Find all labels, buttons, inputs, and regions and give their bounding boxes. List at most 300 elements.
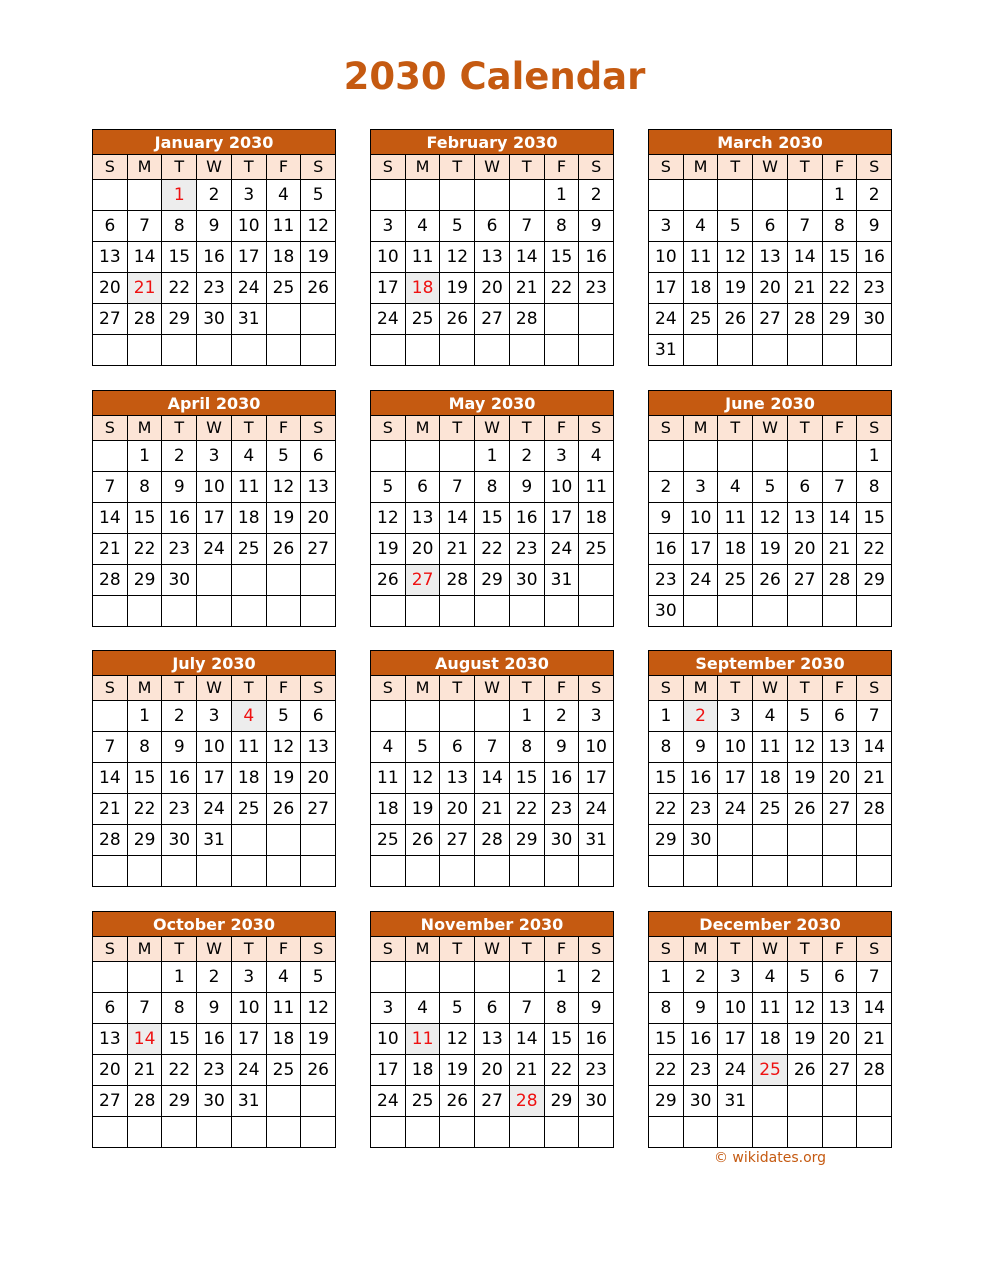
day-cell: 7 bbox=[128, 211, 163, 241]
day-cell: 21 bbox=[510, 273, 545, 303]
day-cell: 22 bbox=[162, 1055, 197, 1085]
day-cell: 21 bbox=[510, 1055, 545, 1085]
week-row bbox=[649, 534, 891, 565]
week-row bbox=[371, 503, 613, 534]
day-cell: 26 bbox=[307, 1060, 329, 1080]
day-cell: 19 bbox=[307, 247, 329, 267]
day-cell: 10 bbox=[585, 737, 607, 757]
month-title: September 2030 bbox=[649, 651, 891, 676]
day-cell bbox=[788, 335, 823, 365]
day-cell bbox=[649, 1117, 684, 1147]
day-cell: 18 bbox=[406, 1055, 441, 1085]
day-cell: 17 bbox=[197, 503, 232, 533]
day-cell: 10 bbox=[232, 993, 267, 1023]
day-cell: 13 bbox=[823, 732, 858, 762]
day-cell: 27 bbox=[93, 304, 128, 334]
day-cell: 6 bbox=[440, 732, 475, 762]
day-cell: 17 bbox=[684, 534, 719, 564]
day-cell bbox=[197, 335, 232, 365]
day-cell: 19 bbox=[753, 534, 788, 564]
day-cell: 13 bbox=[406, 503, 441, 533]
day-cell bbox=[232, 596, 267, 626]
day-cell: 19 bbox=[788, 1024, 823, 1054]
day-cell: 20 bbox=[823, 1024, 858, 1054]
day-cell: 9 bbox=[197, 993, 232, 1023]
day-cell bbox=[823, 596, 858, 626]
day-cell: 23 bbox=[545, 794, 580, 824]
day-cell: 10 bbox=[197, 472, 232, 502]
day-cell bbox=[267, 1086, 302, 1116]
day-cell: 2 bbox=[510, 441, 545, 471]
day-cell: 14 bbox=[440, 503, 475, 533]
day-cell: 19 bbox=[267, 503, 302, 533]
weekday-label: W bbox=[197, 676, 232, 700]
day-cell: 17 bbox=[197, 763, 232, 793]
day-cell bbox=[545, 304, 580, 334]
day-cell bbox=[301, 856, 335, 886]
day-cell bbox=[684, 1117, 719, 1147]
day-cell bbox=[371, 335, 406, 365]
weekday-label: T bbox=[718, 937, 753, 961]
day-cell bbox=[232, 825, 267, 855]
day-cell: 20 bbox=[788, 534, 823, 564]
day-cell: 23 bbox=[197, 1055, 232, 1085]
day-cell bbox=[684, 596, 719, 626]
day-cell: 6 bbox=[753, 211, 788, 241]
day-cell: 24 bbox=[371, 1086, 406, 1116]
day-cell: 14 bbox=[788, 242, 823, 272]
week-row bbox=[93, 242, 335, 273]
day-cell: 6 bbox=[475, 211, 510, 241]
month-block bbox=[370, 129, 614, 366]
day-cell: 14 bbox=[93, 503, 128, 533]
month-block bbox=[648, 911, 892, 1148]
day-cell: 15 bbox=[162, 242, 197, 272]
day-cell bbox=[371, 701, 406, 731]
week-row bbox=[649, 1086, 891, 1117]
holiday-day-cell: 14 bbox=[128, 1024, 163, 1054]
day-cell: 12 bbox=[267, 472, 302, 502]
month-title: February 2030 bbox=[371, 130, 613, 155]
day-cell bbox=[684, 335, 719, 365]
day-cell bbox=[753, 335, 788, 365]
day-cell bbox=[857, 856, 891, 886]
day-cell: 23 bbox=[585, 1060, 607, 1080]
weekday-label: W bbox=[475, 155, 510, 179]
weekday-label: T bbox=[440, 155, 475, 179]
day-cell: 7 bbox=[510, 211, 545, 241]
day-cell bbox=[267, 825, 302, 855]
weekday-label: S bbox=[93, 676, 128, 700]
day-cell: 25 bbox=[232, 794, 267, 824]
day-cell: 28 bbox=[440, 565, 475, 595]
day-cell: 6 bbox=[823, 701, 858, 731]
day-cell bbox=[93, 180, 128, 210]
day-cell bbox=[788, 180, 823, 210]
day-cell: 4 bbox=[267, 180, 302, 210]
day-cell: 2 bbox=[162, 701, 197, 731]
day-cell: 1 bbox=[510, 701, 545, 731]
day-cell: 26 bbox=[788, 1055, 823, 1085]
day-cell: 14 bbox=[93, 763, 128, 793]
day-cell bbox=[718, 856, 753, 886]
week-row bbox=[649, 180, 891, 211]
day-cell: 20 bbox=[307, 508, 329, 528]
day-cell bbox=[649, 856, 684, 886]
day-cell: 12 bbox=[267, 732, 302, 762]
day-cell: 28 bbox=[863, 1060, 885, 1080]
day-cell: 9 bbox=[649, 503, 684, 533]
day-cell: 30 bbox=[684, 825, 719, 855]
day-cell: 28 bbox=[788, 304, 823, 334]
week-row bbox=[93, 1086, 335, 1117]
day-cell bbox=[475, 335, 510, 365]
day-cell bbox=[93, 596, 128, 626]
day-cell: 16 bbox=[510, 503, 545, 533]
day-cell: 15 bbox=[128, 763, 163, 793]
day-cell: 26 bbox=[788, 794, 823, 824]
day-cell: 3 bbox=[371, 211, 406, 241]
day-cell: 17 bbox=[718, 763, 753, 793]
day-cell bbox=[371, 856, 406, 886]
day-cell bbox=[301, 596, 335, 626]
weekday-label: W bbox=[475, 937, 510, 961]
day-cell: 30 bbox=[545, 825, 580, 855]
day-cell bbox=[475, 701, 510, 731]
footer-credit: © wikidates.org bbox=[713, 1150, 827, 1166]
day-cell bbox=[788, 825, 823, 855]
day-cell: 28 bbox=[863, 799, 885, 819]
day-cell bbox=[162, 596, 197, 626]
day-cell: 11 bbox=[232, 472, 267, 502]
day-cell: 25 bbox=[753, 794, 788, 824]
weekday-label: S bbox=[313, 939, 324, 958]
day-cell bbox=[788, 596, 823, 626]
week-row bbox=[649, 1024, 891, 1055]
day-cell: 9 bbox=[684, 732, 719, 762]
day-cell: 28 bbox=[93, 565, 128, 595]
day-cell bbox=[267, 335, 302, 365]
weekday-label: S bbox=[93, 155, 128, 179]
day-cell bbox=[267, 304, 302, 334]
weekday-label: T bbox=[510, 155, 545, 179]
day-cell: 31 bbox=[232, 304, 267, 334]
day-cell: 17 bbox=[232, 242, 267, 272]
day-cell: 20 bbox=[307, 768, 329, 788]
day-cell: 31 bbox=[197, 825, 232, 855]
day-cell bbox=[545, 596, 580, 626]
day-cell: 18 bbox=[232, 763, 267, 793]
weekday-label: W bbox=[475, 416, 510, 440]
day-cell: 2 bbox=[545, 701, 580, 731]
day-cell: 10 bbox=[718, 993, 753, 1023]
weekday-label: M bbox=[128, 416, 163, 440]
holiday-day-cell: 27 bbox=[406, 565, 441, 595]
day-cell: 27 bbox=[475, 304, 510, 334]
month-title: April 2030 bbox=[93, 391, 335, 416]
month-block bbox=[92, 650, 336, 887]
day-cell: 6 bbox=[823, 962, 858, 992]
day-cell: 10 bbox=[545, 472, 580, 502]
day-cell: 9 bbox=[684, 993, 719, 1023]
weekday-label: M bbox=[684, 155, 719, 179]
day-cell: 4 bbox=[406, 211, 441, 241]
day-cell: 15 bbox=[128, 503, 163, 533]
month-title: August 2030 bbox=[371, 651, 613, 676]
day-cell bbox=[232, 1117, 267, 1147]
day-cell: 24 bbox=[197, 794, 232, 824]
weekday-label: T bbox=[718, 676, 753, 700]
day-cell: 4 bbox=[232, 441, 267, 471]
day-cell bbox=[753, 596, 788, 626]
day-cell: 1 bbox=[128, 701, 163, 731]
day-cell: 24 bbox=[585, 799, 607, 819]
day-cell: 17 bbox=[585, 768, 607, 788]
day-cell bbox=[510, 180, 545, 210]
day-cell: 16 bbox=[585, 247, 607, 267]
day-cell: 29 bbox=[649, 825, 684, 855]
day-cell: 20 bbox=[475, 1055, 510, 1085]
weekday-label: M bbox=[406, 676, 441, 700]
day-cell: 31 bbox=[585, 830, 607, 850]
weekday-label: S bbox=[649, 416, 684, 440]
weekday-header-row bbox=[649, 155, 891, 180]
day-cell: 8 bbox=[649, 732, 684, 762]
day-cell: 24 bbox=[371, 304, 406, 334]
week-row bbox=[649, 242, 891, 273]
weekday-label: F bbox=[267, 937, 302, 961]
weekday-header-row bbox=[371, 155, 613, 180]
day-cell: 8 bbox=[162, 993, 197, 1023]
day-cell: 13 bbox=[823, 993, 858, 1023]
day-cell: 28 bbox=[510, 304, 545, 334]
weekday-label: W bbox=[753, 676, 788, 700]
day-cell bbox=[162, 1117, 197, 1147]
day-cell bbox=[371, 596, 406, 626]
day-cell: 22 bbox=[510, 794, 545, 824]
week-row bbox=[371, 794, 613, 825]
day-cell: 25 bbox=[267, 273, 302, 303]
weekday-label: F bbox=[823, 676, 858, 700]
week-row bbox=[649, 856, 891, 886]
day-cell: 18 bbox=[753, 763, 788, 793]
day-cell bbox=[162, 856, 197, 886]
day-cell: 21 bbox=[128, 1055, 163, 1085]
day-cell bbox=[753, 825, 788, 855]
day-cell: 11 bbox=[684, 242, 719, 272]
week-row bbox=[93, 596, 335, 626]
day-cell bbox=[406, 335, 441, 365]
week-row bbox=[371, 1086, 613, 1117]
day-cell: 20 bbox=[93, 273, 128, 303]
day-cell: 19 bbox=[788, 763, 823, 793]
day-cell: 15 bbox=[649, 763, 684, 793]
day-cell: 29 bbox=[510, 825, 545, 855]
weekday-label: S bbox=[371, 155, 406, 179]
weekday-label: S bbox=[371, 676, 406, 700]
weekday-label: T bbox=[162, 937, 197, 961]
day-cell: 3 bbox=[684, 472, 719, 502]
day-cell: 15 bbox=[510, 763, 545, 793]
day-cell: 21 bbox=[863, 1029, 885, 1049]
day-cell: 10 bbox=[649, 242, 684, 272]
day-cell bbox=[440, 335, 475, 365]
day-cell: 30 bbox=[684, 1086, 719, 1116]
weekday-label: T bbox=[232, 937, 267, 961]
month-title: July 2030 bbox=[93, 651, 335, 676]
day-cell: 25 bbox=[371, 825, 406, 855]
day-cell: 31 bbox=[545, 565, 580, 595]
weekday-label: T bbox=[788, 416, 823, 440]
day-cell: 27 bbox=[788, 565, 823, 595]
day-cell: 20 bbox=[753, 273, 788, 303]
day-cell: 7 bbox=[868, 967, 880, 987]
day-cell: 2 bbox=[197, 180, 232, 210]
week-row bbox=[649, 825, 891, 856]
week-row bbox=[649, 763, 891, 794]
weekday-label: M bbox=[128, 676, 163, 700]
day-cell bbox=[718, 335, 753, 365]
weekday-header-row bbox=[93, 155, 335, 180]
day-cell: 12 bbox=[307, 216, 329, 236]
week-row bbox=[649, 472, 891, 503]
day-cell: 2 bbox=[590, 185, 602, 205]
day-cell: 27 bbox=[307, 799, 329, 819]
day-cell: 2 bbox=[590, 967, 602, 987]
weekday-label: T bbox=[788, 937, 823, 961]
day-cell: 12 bbox=[440, 1024, 475, 1054]
month-block bbox=[92, 129, 336, 366]
day-cell: 19 bbox=[440, 1055, 475, 1085]
day-cell bbox=[232, 856, 267, 886]
month-block bbox=[92, 911, 336, 1148]
weekday-label: S bbox=[591, 678, 602, 697]
day-cell: 6 bbox=[93, 211, 128, 241]
day-cell: 13 bbox=[307, 737, 329, 757]
day-cell bbox=[440, 596, 475, 626]
day-cell bbox=[823, 335, 858, 365]
weekday-header-row bbox=[371, 937, 613, 962]
day-cell: 22 bbox=[128, 534, 163, 564]
day-cell bbox=[301, 335, 335, 365]
holiday-day-cell: 28 bbox=[510, 1086, 545, 1116]
day-cell: 15 bbox=[545, 242, 580, 272]
day-cell: 2 bbox=[162, 441, 197, 471]
day-cell bbox=[857, 596, 891, 626]
month-block bbox=[648, 390, 892, 627]
week-row bbox=[649, 794, 891, 825]
week-row bbox=[371, 856, 613, 886]
weekday-label: S bbox=[869, 418, 880, 437]
day-cell bbox=[301, 565, 335, 595]
week-row bbox=[93, 441, 335, 472]
day-cell: 6 bbox=[475, 993, 510, 1023]
day-cell: 5 bbox=[788, 701, 823, 731]
day-cell: 18 bbox=[267, 1024, 302, 1054]
month-block bbox=[370, 911, 614, 1148]
day-cell: 26 bbox=[406, 825, 441, 855]
day-cell: 17 bbox=[371, 273, 406, 303]
week-row bbox=[371, 472, 613, 503]
week-row bbox=[371, 441, 613, 472]
weekday-label: W bbox=[197, 155, 232, 179]
weekday-label: S bbox=[93, 937, 128, 961]
day-cell bbox=[545, 856, 580, 886]
day-cell: 31 bbox=[718, 1086, 753, 1116]
weekday-header-row bbox=[371, 676, 613, 701]
day-cell: 30 bbox=[863, 309, 885, 329]
day-cell: 23 bbox=[585, 278, 607, 298]
week-row bbox=[371, 211, 613, 242]
day-cell: 23 bbox=[510, 534, 545, 564]
weekday-label: M bbox=[128, 155, 163, 179]
day-cell: 22 bbox=[649, 1055, 684, 1085]
weekday-label: F bbox=[267, 155, 302, 179]
month-title: January 2030 bbox=[93, 130, 335, 155]
weekday-label: S bbox=[649, 155, 684, 179]
day-cell: 19 bbox=[307, 1029, 329, 1049]
day-cell: 12 bbox=[788, 993, 823, 1023]
week-row bbox=[371, 273, 613, 304]
day-cell: 8 bbox=[475, 472, 510, 502]
day-cell: 12 bbox=[440, 242, 475, 272]
day-cell: 1 bbox=[128, 441, 163, 471]
day-cell bbox=[232, 565, 267, 595]
day-cell bbox=[128, 856, 163, 886]
day-cell: 9 bbox=[162, 472, 197, 502]
week-row bbox=[93, 993, 335, 1024]
day-cell: 9 bbox=[868, 216, 880, 236]
day-cell: 11 bbox=[753, 993, 788, 1023]
day-cell: 9 bbox=[162, 732, 197, 762]
day-cell bbox=[267, 596, 302, 626]
day-cell bbox=[788, 1117, 823, 1147]
weekday-label: W bbox=[753, 937, 788, 961]
day-cell: 8 bbox=[823, 211, 858, 241]
day-cell: 3 bbox=[197, 441, 232, 471]
weekday-label: T bbox=[788, 676, 823, 700]
weekday-label: S bbox=[371, 937, 406, 961]
day-cell: 24 bbox=[232, 273, 267, 303]
day-cell bbox=[197, 1117, 232, 1147]
day-cell: 4 bbox=[590, 446, 602, 466]
weekday-label: S bbox=[313, 418, 324, 437]
day-cell: 8 bbox=[545, 993, 580, 1023]
day-cell: 27 bbox=[475, 1086, 510, 1116]
day-cell: 4 bbox=[371, 732, 406, 762]
day-cell: 2 bbox=[684, 962, 719, 992]
week-row bbox=[93, 1024, 335, 1055]
day-cell bbox=[545, 335, 580, 365]
day-cell: 28 bbox=[128, 304, 163, 334]
day-cell: 26 bbox=[267, 534, 302, 564]
day-cell: 19 bbox=[267, 763, 302, 793]
week-row bbox=[649, 962, 891, 993]
day-cell: 30 bbox=[197, 1086, 232, 1116]
day-cell bbox=[579, 304, 613, 334]
day-cell: 14 bbox=[128, 242, 163, 272]
week-row bbox=[649, 304, 891, 335]
day-cell bbox=[510, 335, 545, 365]
day-cell bbox=[371, 962, 406, 992]
day-cell: 20 bbox=[475, 273, 510, 303]
week-row bbox=[371, 180, 613, 211]
day-cell: 11 bbox=[267, 993, 302, 1023]
day-cell: 28 bbox=[823, 565, 858, 595]
day-cell: 16 bbox=[585, 1029, 607, 1049]
day-cell: 29 bbox=[863, 570, 885, 590]
day-cell: 9 bbox=[197, 211, 232, 241]
